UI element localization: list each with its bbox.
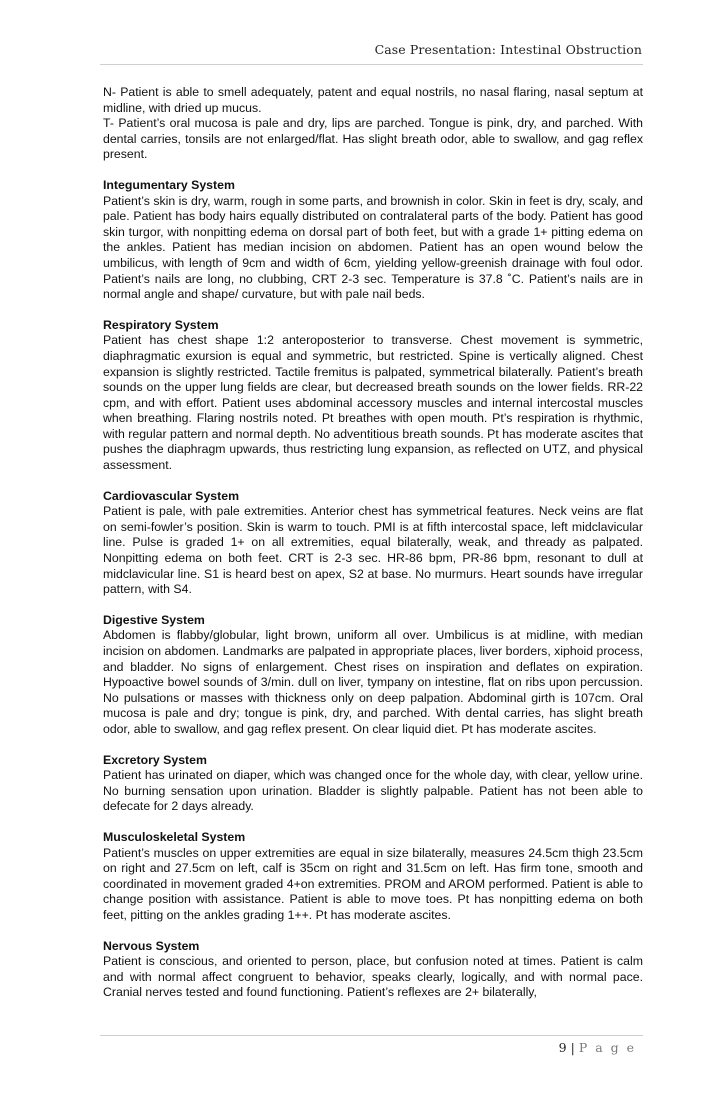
section-digestive (103, 613, 643, 738)
section-body: Patient’s muscles on upper extremities are equal in size bilaterally, measures 24.5cm thigh 23.5cm on right and 27.5cm on left, calf is 35cm on right and 31.5cm on left. Has firm tone, smooth and coordinated in movement graded 4+on extremities. PROM and AROM performed. Patient is able to change position with assistance. Patient is able to move toes. Pt has nonpitting edema on both feet, pitting on the ankles grading 1++. Pt has moderate ascites. (103, 845, 643, 922)
section-title: Integumentary System (103, 177, 235, 192)
section-body: Patient has urinated on diaper, which was changed once for the whole day, with clear, yellow urine. No burning sensation upon urination. Bladder is slightly palpable. Patient has not been able to defecate for 2 days already. (103, 768, 643, 814)
section-cardiovascular (103, 489, 643, 598)
section-body: Patient is pale, with pale extremities. Anterior chest has symmetrical features. Neck veins are flat on semi-fowler’s position. Skin is warm to touch. PMI is at fifth intercostal space, left midclavicular line. Pulse is graded 1+ on all extremities, equal bilaterally, weak, and thready as palpated. Nonpitting edema on both feet. CRT is 2-3 sec. HR-86 bpm, PR-86 bpm, resonant to dull at midclavicular line. S1 is heard best on apex, S2 at base. No murmurs. Heart sounds have irregular pattern, with S4. (103, 504, 643, 597)
section-body: Patient’s skin is dry, warm, rough in some parts, and brownish in color. Skin in feet is dry, scaly, and pale. Patient has body hairs equally distributed on contralateral parts of the body. Patient has good skin turgor, with nonpitting edema on dorsal part of both feet, but with a grade 1+ pitting edema on the ankles. Patient has median incision on abdomen. Patient has an open wound below the umbilicus, with length of 9cm and width of 6cm, yielding yellow-greenish drainage with foul odor. Patient’s nails are long, no clubbing, CRT 2-3 sec. Temperature is 37.8 ˚C. Patient’s nails are in normal angle and shape/ curvature, but with pale nail beds. (103, 193, 643, 302)
section-title: Nervous System (103, 938, 200, 953)
throat-assessment: T- Patient’s oral mucosa is pale and dry, lips are parched. Tongue is pink, dry, and parched. With dental carries, tonsils are not enlarged/flat. Has slight breath odor, able to swallow, and gag reflex present. (103, 116, 643, 162)
section-integumentary (103, 178, 643, 303)
section-title: Cardiovascular System (103, 488, 240, 503)
section-body: Abdomen is flabby/globular, light brown, uniform all over. Umbilicus is at midline, with median incision on abdomen. Landmarks are palpated in appropriate places, liver borders, xiphoid process, and bladder. No signs of enlargement. Chest rises on inspiration and deflates on expiration. Hypoactive bowel sounds of 3/min. dull on liver, tympany on intestine, flat on ribs upon percussion. No pulsations or masses with thickness only on deep palpation. Abdominal girth is 107cm. Oral mucosa is pale and dry; tongue is pink, dry, and parched. With dental carries, has slight breath odor, able to swallow, and gag reflex present. On clear liquid diet. Pt has moderate ascites. (103, 628, 644, 736)
section-respiratory (103, 318, 643, 474)
section-musculoskeletal (103, 830, 643, 924)
section-body: Patient has chest shape 1:2 anteroposterior to transverse. Chest movement is symmetric, diaphragmatic exursion is equal and symmetric, but restricted. Spine is vertically aligned. Chest expansion is slightly restricted. Tactile fremitus is palpated, symmetrical bilaterally. Patient’s breath sounds on the upper lung fields are clear, but decreased breath sounds on the lower fields. RR-22 cpm, and with effort. Patient uses abdominal accessory muscles and internal intercostal muscles when breathing. Flaring nostrils noted. Pt breathes with open mouth. Pt’s respiration is rhythmic, with regular pattern and normal depth. No adventitious breath sounds. Pt has moderate ascites that pushes the diaphragm upwards, thus restricting lung expansion, as reflected on UTZ, and physical assessment. (103, 333, 644, 473)
running-header: Case Presentation: Intestinal Obstruction (374, 42, 642, 57)
section-title: Excretory System (103, 752, 207, 767)
section-excretory (103, 753, 643, 815)
nose-assessment: N- Patient is able to smell adequately, patent and equal nostrils, no nasal flaring, nasal septum at midline, with dried up mucus. (103, 85, 643, 115)
document-body (103, 85, 643, 1001)
section-title: Musculoskeletal System (103, 829, 246, 844)
section-body: Patient is conscious, and oriented to person, place, but confusion noted at times. Patient is calm and with normal affect congruent to behavior, speaks clearly, logically, and with normal pace. Cranial nerves tested and found functioning. Patient’s reflexes are 2+ bilaterally, (103, 954, 643, 1000)
page-separator: | (570, 1040, 575, 1055)
header-rule (100, 64, 643, 65)
page-label: P a g e (578, 1040, 636, 1055)
footer-rule (100, 1035, 643, 1036)
page-number: 9 (558, 1040, 567, 1055)
section-nervous (103, 939, 643, 1001)
section-title: Digestive System (103, 612, 205, 627)
section-title: Respiratory System (103, 317, 219, 332)
page-footer (559, 1040, 636, 1055)
